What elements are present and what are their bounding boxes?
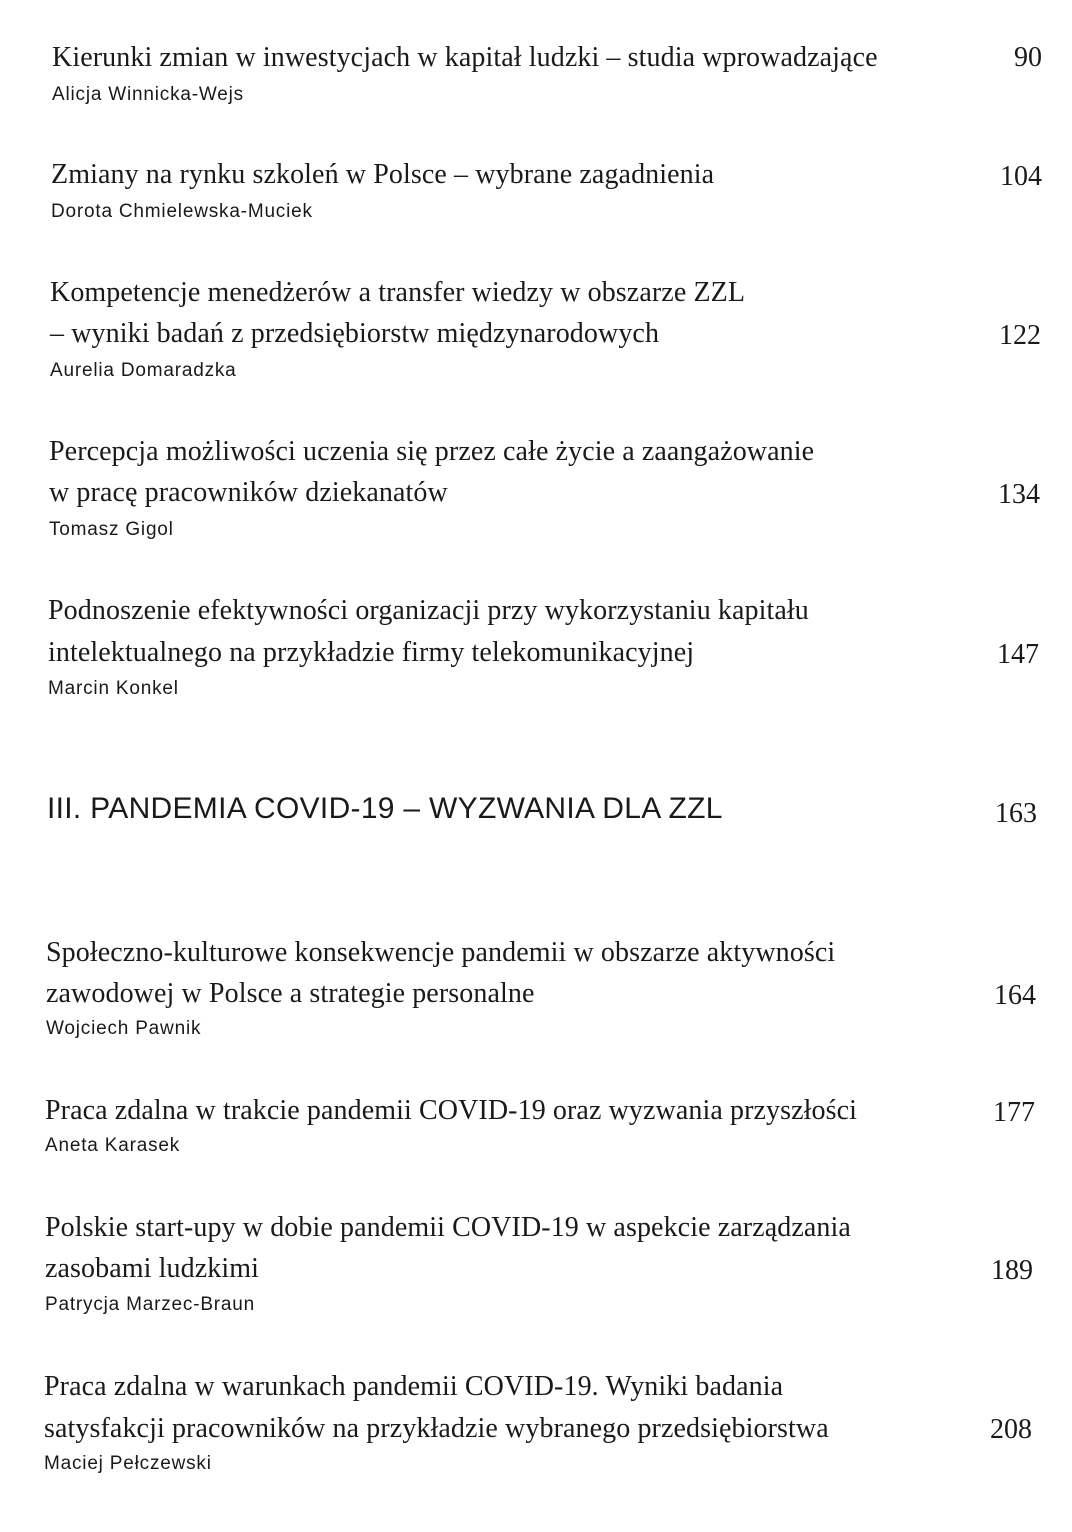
entry-title-line: satysfakcji pracowników na przykładzie wybranego przedsiębiorstwa <box>44 1413 829 1444</box>
entry-author: Aurelia Domaradzka <box>50 360 237 381</box>
entry-page-number: 189 <box>991 1255 1033 1286</box>
entry-title-line: Podnoszenie efektywności organizacji przy wykorzystaniu kapitału <box>48 595 809 626</box>
entry-title-line: intelektualnego na przykładzie firmy telekomunikacyjnej <box>48 637 695 668</box>
entry-title-line: Społeczno-kulturowe konsekwencje pandemii w obszarze aktywności <box>46 937 836 968</box>
entry-title-line: Praca zdalna w warunkach pandemii COVID-19. Wyniki badania <box>44 1371 784 1402</box>
entry-author: Alicja Winnicka-Wejs <box>52 84 244 105</box>
entry-author: Aneta Karasek <box>45 1135 181 1156</box>
entry-title-line: Percepcja możliwości uczenia się przez całe życie a zaangażowanie <box>49 436 815 467</box>
entry-author: Marcin Konkel <box>48 678 179 699</box>
entry-title-line: – wyniki badań z przedsiębiorstw międzynarodowych <box>50 318 660 349</box>
entry-title: Praca zdalna w trakcie pandemii COVID-19 oraz wyzwania przyszłości <box>45 1095 858 1126</box>
entry-title-line: Polskie start-upy w dobie pandemii COVID-19 w aspekcie zarządzania <box>45 1212 851 1243</box>
entry-title-line: w pracę pracowników dziekanatów <box>49 477 448 508</box>
entry-page-number: 90 <box>1014 42 1042 73</box>
entry-page-number: 104 <box>1000 161 1042 192</box>
entry-author: Patrycja Marzec-Braun <box>45 1294 256 1315</box>
entry-author: Dorota Chmielewska-Muciek <box>51 201 313 222</box>
entry-author: Maciej Pełczewski <box>44 1453 212 1474</box>
entry-author: Wojciech Pawnik <box>46 1018 202 1039</box>
entry-page-number: 208 <box>990 1414 1032 1445</box>
entry-author: Tomasz Gigol <box>49 519 174 540</box>
entry-title-line: zasobami ludzkimi <box>45 1253 259 1284</box>
entry-title: Kierunki zmian w inwestycjach w kapitał ludzki – studia wprowadzające <box>52 42 878 73</box>
entry-page-number: 177 <box>993 1097 1035 1128</box>
entry-page-number: 164 <box>994 980 1036 1011</box>
section-heading: III. PANDEMIA COVID-19 – WYZWANIA DLA ZZL <box>47 792 723 825</box>
entry-page-number: 147 <box>997 639 1039 670</box>
entry-title-line: zawodowej w Polsce a strategie personalne <box>46 978 535 1009</box>
entry-page-number: 122 <box>999 320 1041 351</box>
entry-title-line: Kompetencje menedżerów a transfer wiedzy w obszarze ZZL <box>50 277 746 308</box>
entry-title: Zmiany na rynku szkoleń w Polsce – wybrane zagadnienia <box>51 159 715 190</box>
section-page-number: 163 <box>995 798 1037 829</box>
entry-page-number: 134 <box>998 479 1040 510</box>
